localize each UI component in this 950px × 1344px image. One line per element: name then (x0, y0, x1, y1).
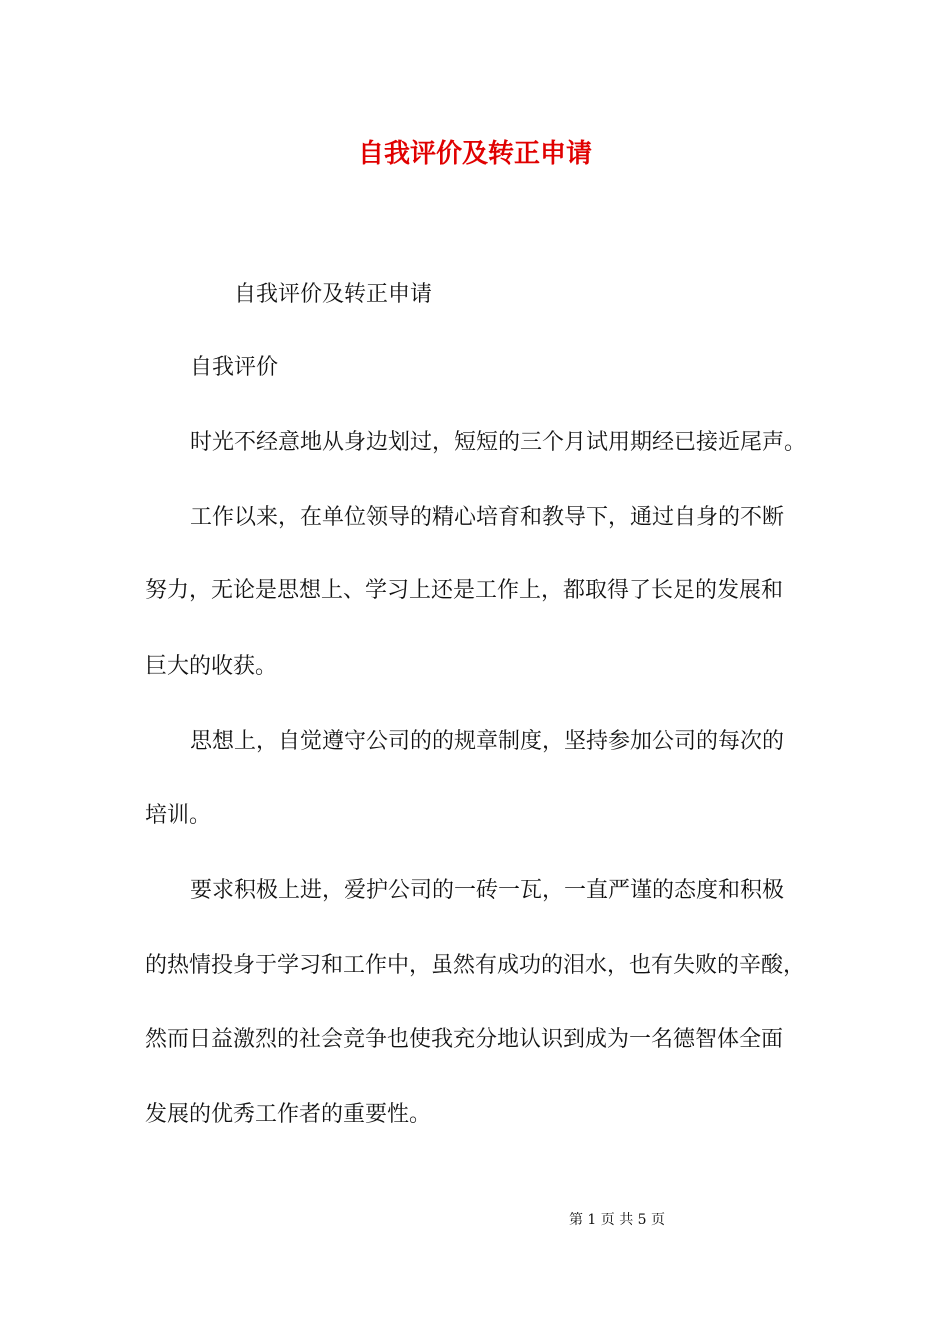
document-heading: 自我评价及转正申请 (234, 282, 433, 307)
paragraph-line: 工作以来，在单位领导的精心培育和教导下，通过自身的不断 (190, 505, 785, 530)
paragraph-line: 要求积极上进，爱护公司的一砖一瓦，一直严谨的态度和积极 (190, 878, 785, 903)
paragraph-line: 努力，无论是思想上、学习上还是工作上，都取得了长足的发展和 (145, 578, 784, 603)
paragraph-line: 发展的优秀工作者的重要性。 (145, 1102, 432, 1127)
paragraph-line: 巨大的收获。 (145, 654, 278, 679)
paragraph-line: 培训。 (145, 803, 212, 828)
document-title: 自我评价及转正申请 (357, 139, 592, 169)
paragraph-line: 然而日益激烈的社会竞争也使我充分地认识到成为一名德智体全面 (145, 1027, 784, 1052)
paragraph-line: 思想上，自觉遵守公司的的规章制度，坚持参加公司的每次的 (190, 729, 785, 754)
paragraph-line: 的热情投身于学习和工作中，虽然有成功的泪水，也有失败的辛酸， (145, 953, 806, 978)
paragraph-line: 时光不经意地从身边划过，短短的三个月试用期经已接近尾声。 (190, 430, 807, 455)
section-label: 自我评价 (190, 355, 279, 380)
page-indicator: 第 1 页 共 5 页 (568, 1212, 666, 1228)
